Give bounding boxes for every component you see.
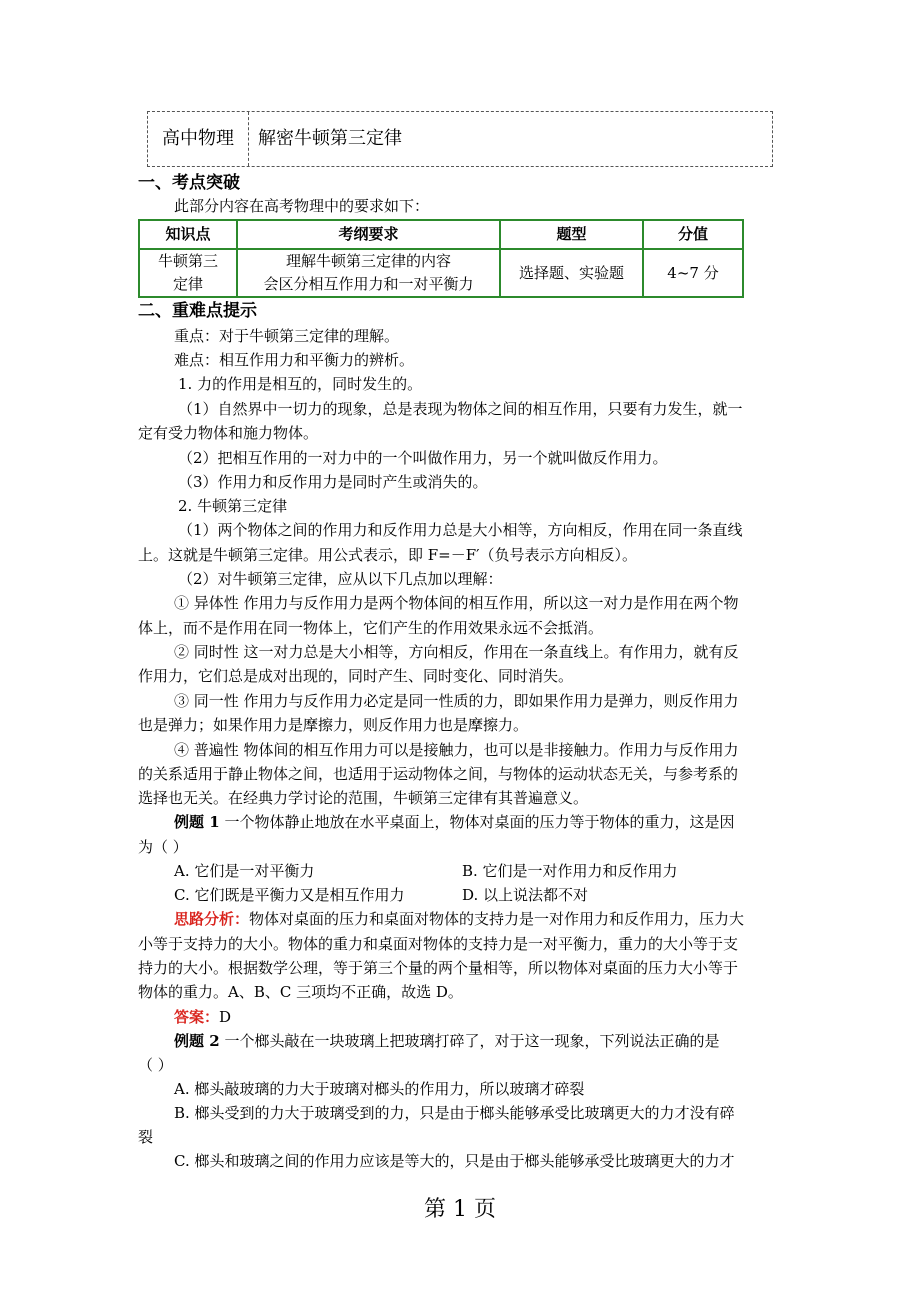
p1-3: （3）作用力和反作用力是同时产生或消失的。 (178, 473, 488, 491)
subject-label: 高中物理 (148, 112, 249, 166)
example1-opt-a: A. 它们是一对平衡力 (174, 862, 315, 880)
pt1a: ① 异体性 作用力与反作用力是两个物体间的相互作用，所以这一对力是作用在两个物 (174, 594, 739, 612)
p1-2: （2）把相互作用的一对力中的一个叫做作用力，另一个就叫做反作用力。 (178, 449, 668, 467)
td-knowledge-line2: 定律 (172, 275, 203, 293)
topic-title: 解密牛顿第三定律 (258, 128, 402, 149)
requirement-table (138, 219, 744, 298)
example2-opt-a: A. 榔头敲玻璃的力大于玻璃对榔头的作用力，所以玻璃才碎裂 (174, 1080, 585, 1098)
example1-q-a: 一个物体静止地放在水平桌面上，物体对桌面的压力等于物体的重力，这是因 (219, 813, 735, 831)
example2-q-a: 一个榔头敲在一块玻璃上把玻璃打碎了，对于这一现象，下列说法正确的是 (219, 1032, 720, 1050)
answer-label: 答案： (174, 1008, 220, 1026)
td-req-line2: 会区分相互作用力和一对平衡力 (263, 275, 474, 293)
p2-1b: 上。这就是牛顿第三定律。用公式表示，即 F=－F′（负号表示方向相反）。 (138, 546, 638, 564)
th-type: 题型 (556, 225, 587, 243)
example1-answer (174, 1005, 824, 1029)
point2-title: 2. 牛顿第三定律 (178, 497, 288, 515)
example1-opt-b: B. 它们是一对作用力和反作用力 (462, 862, 678, 880)
page-number: 第 1 页 (424, 1197, 496, 1222)
analysis-b: 小等于支持力的大小。物体的重力和桌面对物体的支持力是一对平衡力，重力的大小等于支 (138, 935, 739, 953)
analysis-c: 持力的大小。根据数学公理，等于第三个量的两个量相等，所以物体对桌面的压力大小等于 (138, 959, 739, 977)
td-score: 4~7 分 (667, 263, 719, 282)
pt4c: 选择也无关。在经典力学讨论的范围，牛顿第三定律有其普遍意义。 (138, 789, 589, 807)
td-knowledge (140, 250, 236, 296)
p1-1a: （1）自然界中一切力的现象，总是表现为物体之间的相互作用，只要有力发生，就一 (178, 400, 743, 418)
th-requirement: 考纲要求 (338, 225, 399, 243)
analysis-label: 思路分析： (174, 910, 250, 928)
pt3b: 也是弹力；如果作用力是摩擦力，则反作用力也是摩擦力。 (138, 716, 529, 734)
section1-intro: 此部分内容在高考物理中的要求如下： (174, 197, 430, 215)
th-knowledge: 知识点 (165, 225, 211, 243)
example1-analysis (174, 907, 824, 931)
difficulty-point: 难点：相互作用力和平衡力的辨析。 (174, 351, 415, 369)
key-point: 重点：对于牛顿第三定律的理解。 (174, 327, 400, 345)
example2-q-b: （ ） (138, 1056, 173, 1074)
example2-label: 例题 2 (174, 1032, 220, 1050)
pt2a: ② 同时性 这一对力总是大小相等，方向相反，作用在一条直线上。有作用力，就有反 (174, 643, 739, 661)
pt1b: 体上，而不是作用在同一物体上，它们产生的作用效果永远不会抵消。 (138, 619, 604, 637)
example1-opt-d: D. 以上说法都不对 (462, 886, 589, 904)
example2-opt-c1: C. 榔头和玻璃之间的作用力应该是等大的，只是由于榔头能够承受比玻璃更大的力才 (174, 1152, 735, 1170)
pt4a: ④ 普遍性 物体间的相互作用力可以是接触力，也可以是非接触力。作用力与反作用力 (174, 741, 739, 759)
analysis-d: 物体的重力。A、B、C 三项均不正确，故选 D。 (138, 983, 463, 1001)
example1-opt-c: C. 它们既是平衡力又是相互作用力 (174, 886, 405, 904)
p1-1b: 定有受力物体和施力物体。 (138, 424, 319, 442)
example1-label: 例题 1 (174, 813, 220, 831)
analysis-a: 物体对桌面的压力和桌面对物体的支持力是一对作用力和反作用力，压力大 (249, 910, 745, 928)
td-req-line1: 理解牛顿第三定律的内容 (285, 252, 451, 270)
pt3a: ③ 同一性 作用力与反作用力必定是同一性质的力，即如果作用力是弹力，则反作用力 (174, 692, 739, 710)
section1-title: 一、考点突破 (138, 173, 240, 193)
p2-1a: （1）两个物体之间的作用力和反作用力总是大小相等，方向相反，作用在同一条直线 (178, 521, 743, 539)
point1-title: 1. 力的作用是相互的，同时发生的。 (178, 375, 423, 393)
th-score: 分值 (677, 225, 708, 243)
answer-value: D (219, 1008, 232, 1026)
pt2b: 作用力，它们总是成对出现的，同时产生、同时变化、同时消失。 (138, 667, 574, 685)
p2-2: （2）对牛顿第三定律，应从以下几点加以理解： (178, 570, 503, 588)
example2-opt-b1: B. 榔头受到的力大于玻璃受到的力，只是由于榔头能够承受比玻璃更大的力才没有碎 (174, 1104, 735, 1122)
td-type: 选择题、实验题 (518, 263, 624, 282)
pt4b: 的关系适用于静止物体之间，也适用于运动物体之间，与物体的运动状态无关，与参考系的 (138, 765, 739, 783)
example2-question (174, 1029, 824, 1053)
td-requirement (238, 250, 499, 296)
example1-q-b: 为（ ） (138, 838, 188, 856)
example2-opt-b2: 裂 (138, 1128, 154, 1146)
example1-question (174, 810, 824, 834)
td-knowledge-line1: 牛顿第三 (157, 252, 218, 270)
title-box (147, 111, 773, 167)
section2-title: 二、重难点提示 (138, 301, 257, 321)
